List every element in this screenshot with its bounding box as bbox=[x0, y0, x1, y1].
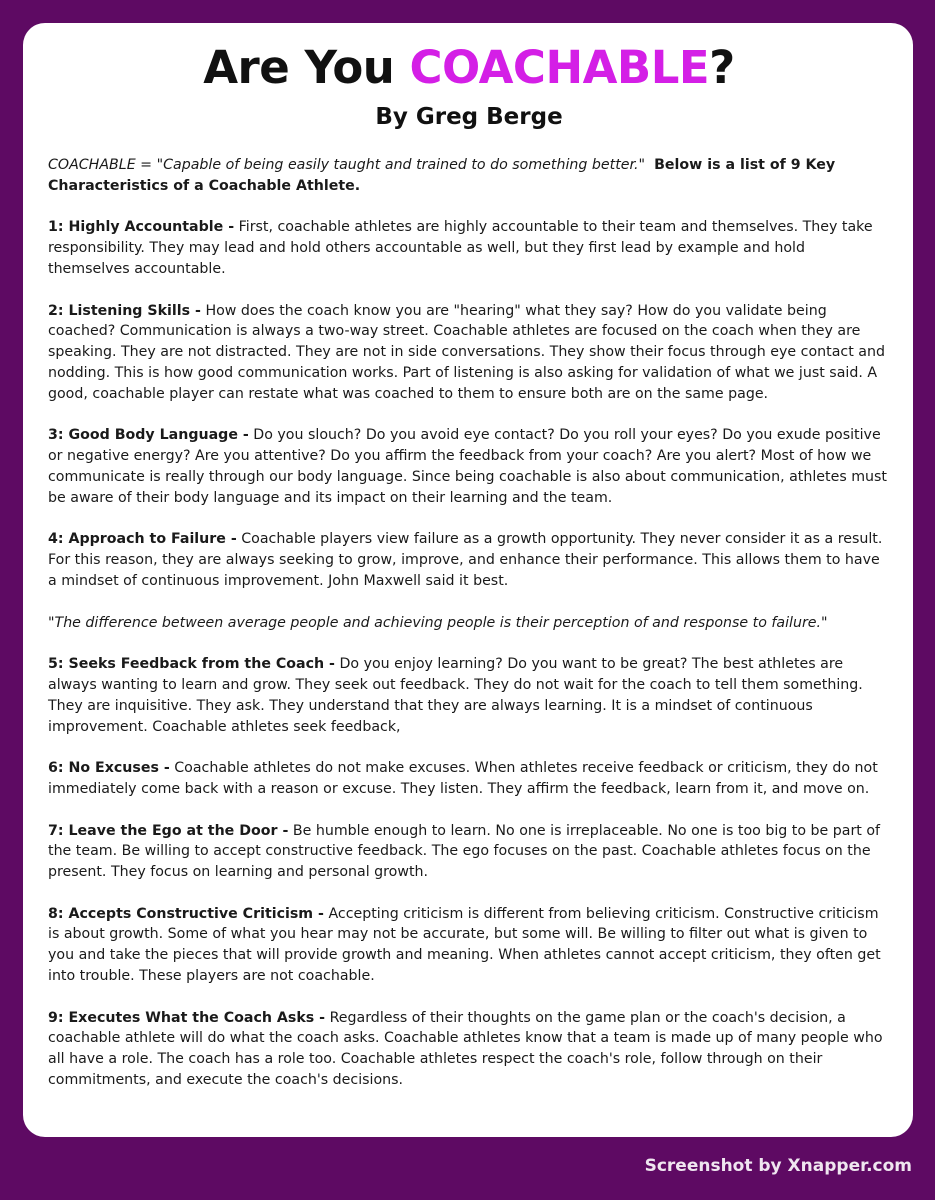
section-9 bbox=[48, 1008, 890, 1091]
watermark: Screenshot by Xnapper.com bbox=[644, 1156, 912, 1176]
section-body: How does the coach know you are "hearing" what they say? How do you validate being coached? Communication is always a two-way street. Coachable athletes are focused on the coach when they are speaking. They are not distracted. They are not in side conversations. They show their focus through eye contact and nodding. This is how good communication works. Part of listening is also asking for validation of what we just said. A good, coachable player can restate what was coached to them to ensure both are on the same page. bbox=[48, 302, 885, 402]
section-heading: 5: Seeks Feedback from the Coach - bbox=[48, 656, 335, 673]
section-body: First, coachable athletes are highly accountable to their team and themselves. They take responsibility. They may lead and hold others accountable as well, but they first lead by example and hold themselves accountable. bbox=[48, 219, 873, 277]
section-body: Be humble enough to learn. No one is irreplaceable. No one is too big to be part of the team. Be willing to accept constructive feedback. The ego focuses on the past. Coachable athletes focus on the present. They focus on learning and personal growth. bbox=[48, 822, 881, 881]
intro-lead: Below is a list of 9 Key Characteristics of a Coachable Athlete. bbox=[48, 157, 836, 194]
section-6 bbox=[48, 758, 890, 800]
section-heading: 2: Listening Skills - bbox=[48, 302, 201, 319]
section-body: Accepting criticism is different from believing criticism. Constructive criticism is about growth. Some of what you hear may not be accurate, but some will. Be willing to filter out what is given to you and take the pieces that will provide growth and meaning. When athletes cannot accept criticism, they often get into trouble. These players are not coachable. bbox=[48, 905, 881, 985]
page-title bbox=[48, 41, 890, 95]
quote: "The difference between average people and achieving people is their perception of and response to failure." bbox=[48, 614, 828, 631]
intro-definition: COACHABLE = "Capable of being easily taught and trained to do something better." bbox=[48, 157, 646, 173]
section-heading: 6: No Excuses - bbox=[48, 760, 170, 777]
section-3 bbox=[48, 425, 890, 508]
section-heading: 9: Executes What the Coach Asks - bbox=[48, 1009, 326, 1026]
section-heading: 8: Accepts Constructive Criticism - bbox=[48, 905, 324, 922]
section-heading: 4: Approach to Failure - bbox=[48, 531, 237, 548]
section-heading: 3: Good Body Language - bbox=[48, 427, 249, 444]
section-2 bbox=[48, 301, 890, 405]
section-4 bbox=[48, 529, 890, 591]
section-heading: 7: Leave the Ego at the Door - bbox=[48, 822, 289, 839]
title-highlight: COACHABLE bbox=[409, 41, 710, 94]
section-body: Do you enjoy learning? Do you want to be great? The best athletes are always wanting to learn and grow. They seek out feedback. They do not wait for the coach to tell them something. They are inquisitive. They ask. They understand that they are always learning. It is a mindset of continuous improvement. Coachable athletes seek feedback, bbox=[48, 656, 863, 735]
byline: By Greg Berge bbox=[375, 104, 563, 130]
section-body: Coachable athletes do not make excuses. When athletes receive feedback or criticism, they do not immediately come back with a reason or excuse. They listen. They affirm the feedback, learn from it, and move on. bbox=[48, 760, 878, 797]
document-body bbox=[48, 155, 890, 1091]
section-heading: 1: Highly Accountable - bbox=[48, 219, 235, 236]
intro-paragraph bbox=[48, 155, 890, 197]
title-suffix: ? bbox=[709, 41, 735, 94]
title-prefix: Are You bbox=[203, 41, 410, 94]
section-5 bbox=[48, 654, 890, 737]
section-7 bbox=[48, 821, 890, 883]
section-body: Coachable players view failure as a growth opportunity. They never consider it as a result. For this reason, they are always seeking to grow, improve, and enhance their performance. This allows them to have a mindset of continuous improvement. John Maxwell said it best. bbox=[48, 531, 883, 589]
section-body: Do you slouch? Do you avoid eye contact? Do you roll your eyes? Do you exude positive or negative energy? Are you attentive? Do you affirm the feedback from your coach? Are you alert? Most of how we communicate is really through our body language. Since being coachable is also about communication, athletes must be aware of their body language and its impact on their learning and the team. bbox=[48, 427, 887, 506]
section-1 bbox=[48, 217, 890, 279]
section-8 bbox=[48, 904, 890, 987]
section-body: Regardless of their thoughts on the game plan or the coach's decision, a coachable athlete will do what the coach asks. Coachable athletes know that a team is made up of many people who all have a role. The coach has a role too. Coachable athletes respect the coach's role, follow through on their commitments, and execute the coach's decisions. bbox=[48, 1009, 883, 1089]
document-card bbox=[23, 23, 913, 1137]
